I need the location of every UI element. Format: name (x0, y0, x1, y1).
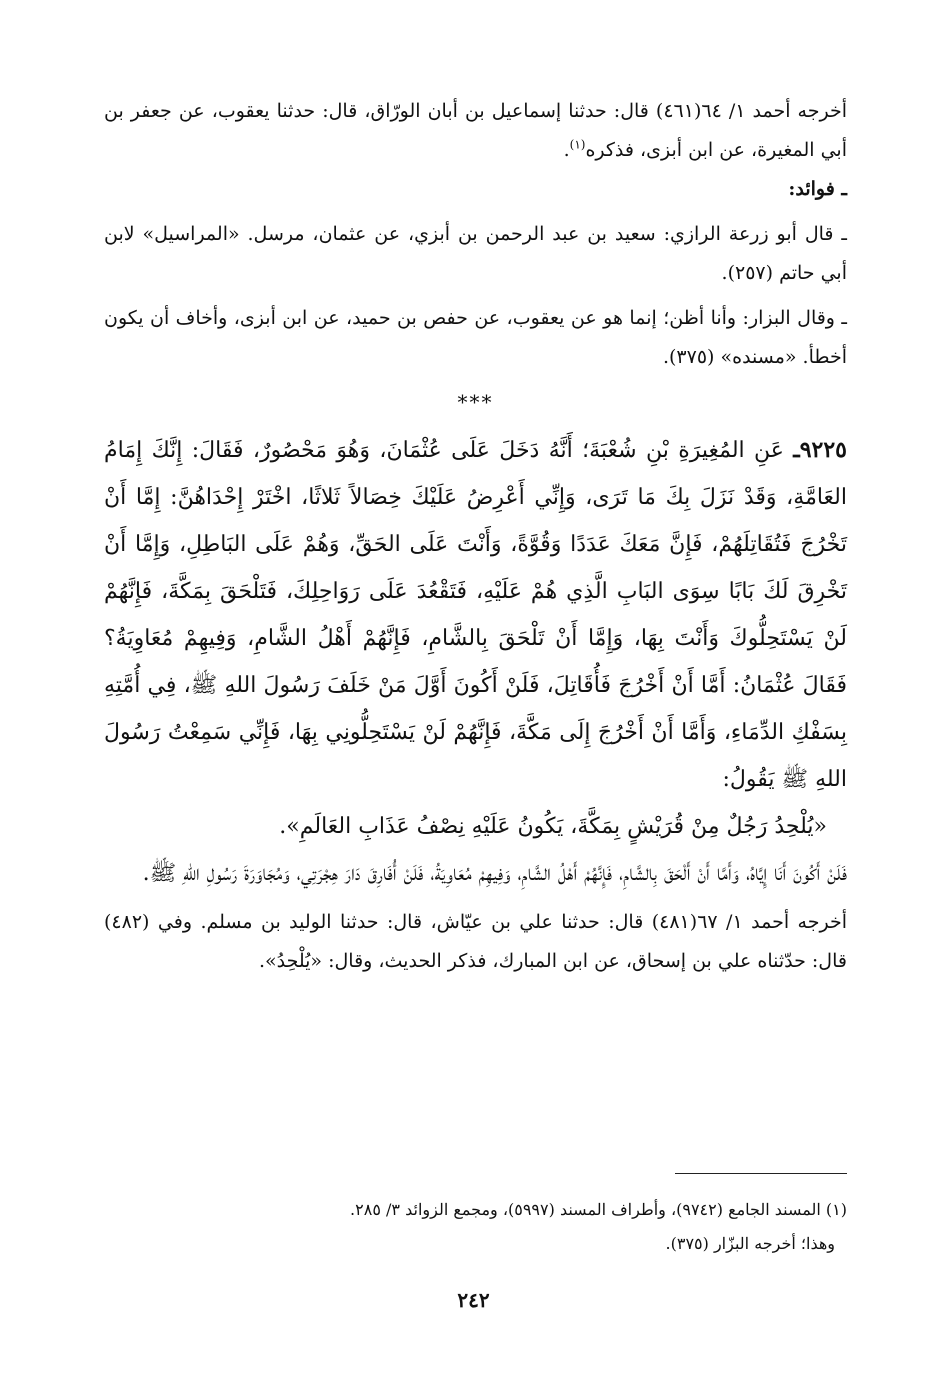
section-divider-stars: *** (457, 390, 494, 414)
takhrij-text-1: أخرجه أحمد ١/ ٦٤(٤٦١) قال: حدثنا إسماعيل بن أبان الورّاق، قال: حدثنا يعقوب، عن جعفر بن أبي المغيرة، عن ابن أبزى، فذكره (104, 100, 847, 161)
takhrij-paragraph-1 (104, 92, 847, 170)
takhrij-text-1-end: . (563, 139, 570, 161)
hadith-body: عَنِ المُغِيرَةِ بْنِ شُعْبَةَ؛ أَنَّهُ دَخَلَ عَلَى عُثْمَانَ، وَهُوَ مَحْصُورٌ، فَقَالَ: إِنَّكَ إِمَامُ العَامَّةِ، وَقَدْ نَزَلَ بِكَ مَا تَرَى، وَإِنِّي أَعْرِضُ عَلَيْكَ خِصَالاً ثَلاثًا، اخْتَرْ إِحْدَاهُنَّ: إِمَّا أَنْ تَخْرُجَ فَتُقَاتِلَهُمْ، فَإِنَّ مَعَكَ عَدَدًا وَقُوَّةً، وَأَنْتَ عَلَى الحَقِّ، وَهُمْ عَلَى البَاطِلِ، وَإِمَّا أَنْ تَخْرِقَ لَكَ بَابًا سِوَى البَابِ الَّذِي هُمْ عَلَيْهِ، فَتَقْعُدَ عَلَى رَوَاحِلِكَ، فَتَلْحَقَ بِمَكَّةَ، فَإِنَّهُمْ لَنْ يَسْتَحِلُّوكَ وَأَنْتَ بِهَا، وَإِمَّا أَنْ تَلْحَقَ بِالشَّامِ، فَإِنَّهُمْ أَهْلُ الشَّامِ، وَفِيهِمْ مُعَاوِيَةُ؟ فَقَالَ عُثْمَانُ: أَمَّا أَنْ أَخْرُجَ فَأُقَاتِلَ، فَلَنْ أَكُونَ أَوَّلَ مَنْ خَلَفَ رَسُولَ اللهِ ﷺ، فِي أُمَّتِهِ بِسَفْكِ الدِّمَاءِ، وَأَمَّا أَنْ أَخْرُجَ إِلَى مَكَّةَ، فَإِنَّهُمْ لَنْ يَسْتَحِلُّونِي بِهَا، فَإِنِّي سَمِعْتُ رَسُولَ اللهِ ﷺ يَقُولُ: (104, 438, 847, 792)
footnote-ref-1: (١) (569, 137, 586, 152)
page-body (104, 92, 847, 981)
hadith-number: ٩٢٢٥ـ (793, 437, 847, 463)
footnote-1: (١) المسند الجامع (٩٧٤٢)، وأطراف المسند (٥٩٩٧)، ومجمع الزوائد ٣/ ٢٨٥. (350, 1200, 847, 1219)
page-number: ٢٤٢ (457, 1288, 490, 1312)
takhrij-paragraph-2: أخرجه أحمد ١/ ٦٧(٤٨١) قال: حدثنا علي بن عيّاش، قال: حدثنا الوليد بن مسلم. وفي (٤٨٢) قال: حدّثناه علي بن إسحاق، عن ابن المبارك، فذكر الحديث، وقال: «يُلْحِدُ». (104, 911, 847, 972)
hadith-ending: فَلَنْ أَكُونَ أَنَا إِيَّاهُ، وَأَمَّا أَنْ أَلْحَقَ بِالشَّامِ، فَإِنَّهُمْ أَهْلُ الشَّامِ، وَفِيهِمْ مُعَاوِيَةُ، فَلَنْ أُفَارِقَ دَارَ هِجْرَتِي، وَمُجَاوَرَةَ رَسُولِ اللهِ ﷺ. (142, 861, 847, 886)
fawaid-heading: ـ فوائد: (788, 178, 847, 200)
footnotes (104, 1193, 847, 1261)
hadith-quote: «يُلْحِدُ رَجُلٌ مِنْ قُرَيْشٍ بِمَكَّةَ، يَكُونُ عَلَيْهِ نِصْفُ عَذَابِ العَالَمِ». (279, 814, 827, 839)
fawaid-note-1: ـ قال أبو زرعة الرازي: سعيد بن عبد الرحمن بن أبزي، عن عثمان، مرسل. «المراسيل» لابن أبي حاتم (٢٥٧). (104, 223, 847, 284)
fawaid-note-2: ـ وقال البزار: وأنا أظن؛ إنما هو عن يعقوب، عن حفص بن حميد، عن ابن أبزى، وأخاف أن يكون أخطأ. «مسنده» (٣٧٥). (104, 307, 847, 368)
hadith-text (104, 427, 847, 803)
footnote-1-continuation: وهذا؛ أخرجه البزّار (٣٧٥). (665, 1234, 835, 1253)
footnote-separator (675, 1173, 847, 1174)
